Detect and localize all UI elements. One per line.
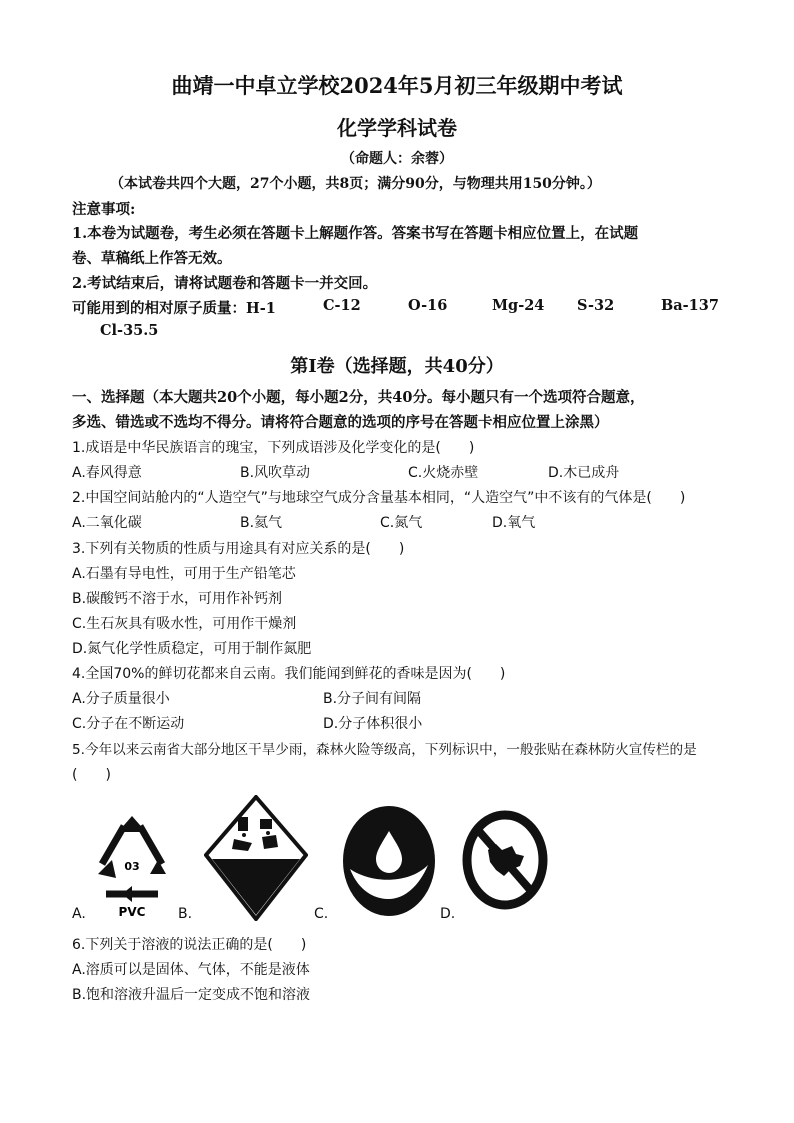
no-fire-sign-icon [462,810,548,910]
question-1-option-b: B.风吹草动 [240,465,311,481]
recycle-pvc-sign-icon [92,812,172,920]
section-1-instructions-line-2: 多选、错选或不选均不得分。请将符合题意的选项的序号在答题卡相应位置上涂黑） [72,414,609,431]
atomic-mass-ba: Ba-137 [661,297,719,314]
section-1-instructions-line-1: 一、选择题（本大题共20个小题，每小题2分，共40分。每小题只有一个选项符合题意， [72,389,645,406]
notes-heading: 注意事项: [72,201,136,218]
question-4-option-d: D.分子体积很小 [323,716,423,732]
corrosive-sign-icon [204,795,308,921]
note-item-2: 2.考试结束后，请将试题卷和答题卡一并交回。 [72,275,378,292]
question-5-option-b: B. [178,906,193,922]
question-3-option-d: D.氮气化学性质稳定，可用于制作氮肥 [72,641,312,657]
question-6-option-b: B.饱和溶液升温后一定变成不饱和溶液 [72,987,311,1003]
question-2-option-a: A.二氧化碳 [72,515,142,531]
atomic-mass-c: C-12 [323,297,361,314]
author-line: （命题人：余蓉） [341,151,453,167]
atomic-mass-mg: Mg-24 [492,297,545,314]
question-2-stem: 2.中国空间站舱内的“人造空气”与地球空气成分含量基本相同，“人造空气”中不该有的气体是( ) [72,490,686,506]
exam-title: 曲靖一中卓立学校2024年5月初三年级期中考试 [171,73,623,98]
section-1-title: 第I卷（选择题，共40分） [290,356,504,377]
question-5-option-c: C. [314,906,329,922]
atomic-mass-cl: Cl-35.5 [100,322,159,339]
atomic-mass-o: O-16 [408,297,448,314]
water-saving-sign-icon [340,803,438,921]
question-5-stem-line-2: ( ) [72,767,111,783]
note-item-1-line-2: 卷、草稿纸上作答无效。 [72,250,232,267]
atomic-mass-label: 可能用到的相对原子质量：H-1 [72,300,276,317]
question-2-option-d: D.氧气 [492,515,536,531]
question-6-stem: 6.下列关于溶液的说法正确的是( ) [72,937,307,953]
question-1-option-c: C.火烧赤壁 [408,465,479,481]
exam-info: （本试卷共四个大题，27个小题，共8页；满分90分，与物理共用150分钟。） [110,176,601,192]
question-2-option-c: C.氮气 [380,515,423,531]
question-6-option-a: A.溶质可以是固体、气体，不能是液体 [72,962,310,978]
question-4-option-c: C.分子在不断运动 [72,716,185,732]
question-1-option-a: A.春风得意 [72,465,142,481]
note-item-1-line-1: 1.本卷为试题卷，考生必须在答题卡上解题作答。答案书写在答题卡相应位置上，在试题 [72,225,639,242]
exam-subtitle: 化学学科试卷 [337,116,457,140]
question-1-stem: 1.成语是中华民族语言的瑰宝，下列成语涉及化学变化的是( ) [72,440,475,456]
question-5-option-a: A. [72,906,86,922]
question-5-stem-line-1: 5.今年以来云南省大部分地区干旱少雨，森林火险等级高，下列标识中，一般张贴在森林防火宣传栏的是 [72,742,697,758]
question-4-option-b: B.分子间有间隔 [323,691,422,707]
question-3-option-b: B.碳酸钙不溶于水，可用作补钙剂 [72,591,283,607]
question-3-stem: 3.下列有关物质的性质与用途具有对应关系的是( ) [72,541,405,557]
question-4-stem: 4.全国70%的鲜切花都来自云南。我们能闻到鲜花的香味是因为( ) [72,666,506,682]
question-4-option-a: A.分子质量很小 [72,691,170,707]
recycle-material: PVC [118,905,146,919]
question-5-option-d: D. [440,906,456,922]
question-3-option-a: A.石墨有导电性，可用于生产铅笔芯 [72,566,296,582]
question-1-option-d: D.木已成舟 [548,465,620,481]
recycle-code: 03 [124,860,140,873]
question-3-option-c: C.生石灰具有吸水性，可用作干燥剂 [72,616,297,632]
question-2-option-b: B.氦气 [240,515,283,531]
atomic-mass-s: S-32 [577,297,615,314]
